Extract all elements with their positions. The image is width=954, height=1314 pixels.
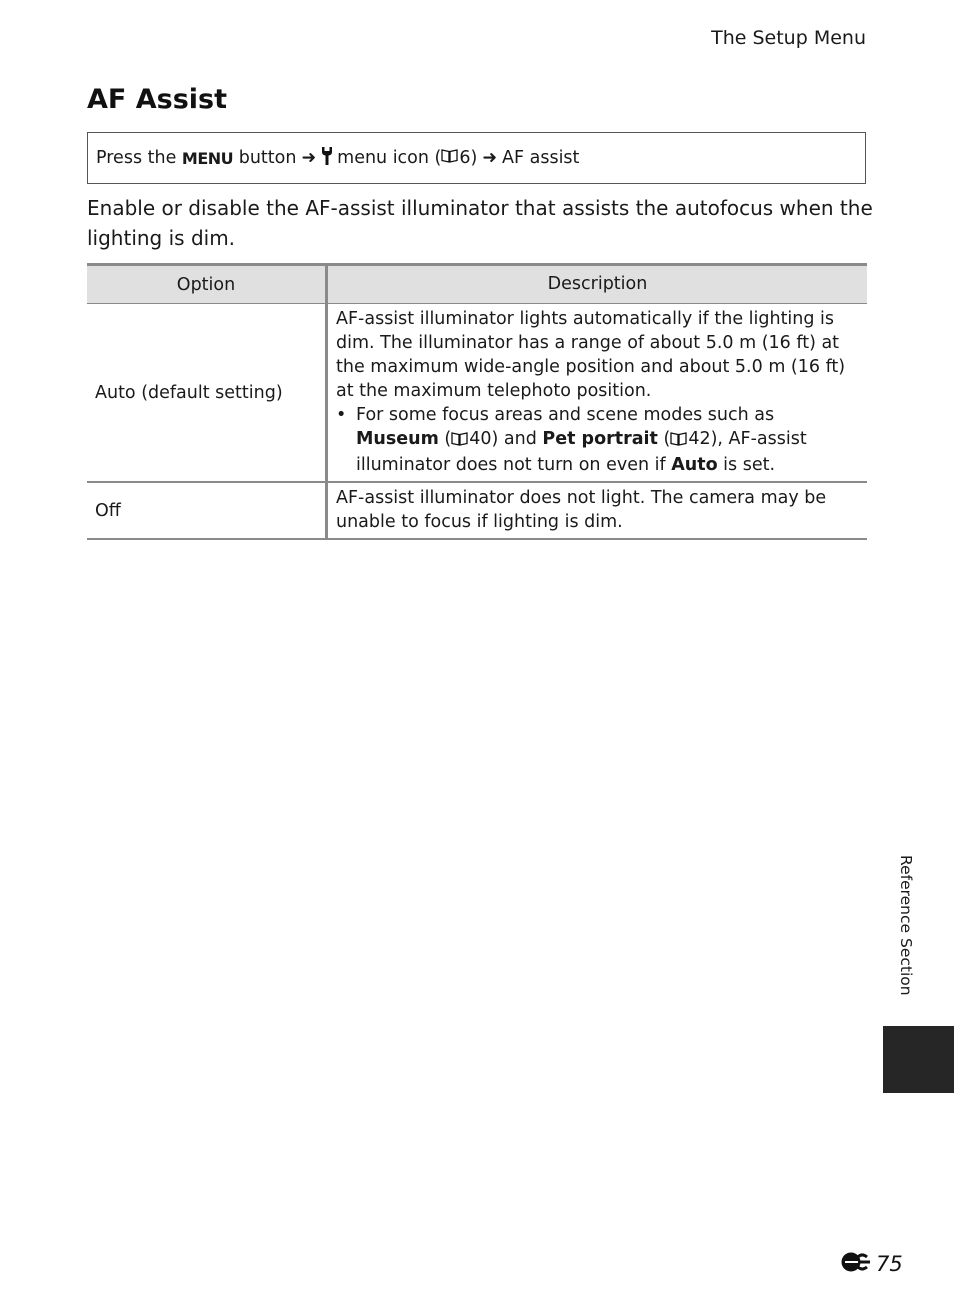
- menu-path-box: [87, 132, 866, 184]
- nav-menu-ref: 6): [459, 148, 478, 168]
- nav-menu-icon-text: menu icon (: [337, 148, 442, 168]
- book-reference-icon: [441, 148, 458, 168]
- pet-portrait-mode: Pet portrait: [542, 429, 658, 449]
- page-number-text: 75: [876, 1252, 903, 1276]
- description-text: AF-assist illuminator lights automatically if the lighting is dim. The illuminator has a range of about 5.0 m (16 ft) at the maximum wide-angle position and about 5.0 m (16 ft) at the maximum telephoto position.: [336, 309, 846, 401]
- option-cell: Off: [87, 482, 327, 539]
- options-table: [87, 263, 867, 540]
- column-header-option: Option: [87, 265, 327, 304]
- nav-press-text: Press the: [96, 148, 177, 168]
- page-number: [840, 1251, 903, 1277]
- description-cell: [327, 304, 868, 483]
- intro-paragraph: Enable or disable the AF-assist illuminator that assists the autofocus when the lighting is dim.: [87, 196, 873, 250]
- arrow-right-icon: ➜: [301, 148, 317, 168]
- reference-e-icon: [840, 1251, 874, 1277]
- book-reference-icon: [670, 429, 687, 453]
- column-header-description: Description: [327, 265, 868, 304]
- note-item: [336, 403, 859, 477]
- option-cell: Auto (default setting): [87, 304, 327, 483]
- table-header-row: [87, 265, 867, 304]
- menu-button-glyph: MENU: [181, 148, 234, 168]
- bullet-icon: •: [336, 405, 347, 425]
- nav-button-text: button: [238, 148, 297, 168]
- side-tab-label: Reference Section: [897, 855, 915, 996]
- note-text: For some focus areas and scene modes such as Museum ( 40) and Pet portrait ( 42), AF-assist illuminator does not turn on even if Auto is set.: [356, 405, 807, 475]
- auto-setting: Auto: [671, 455, 718, 475]
- table-row: [87, 482, 867, 539]
- table-row: [87, 304, 867, 483]
- page-title: AF Assist: [87, 84, 228, 115]
- wrench-icon: [321, 146, 333, 171]
- section-title: The Setup Menu: [711, 27, 866, 49]
- museum-mode: Museum: [356, 429, 439, 449]
- section-tab-block: [883, 1026, 954, 1093]
- nav-target: AF assist: [502, 148, 580, 168]
- arrow-right-icon: ➜: [482, 148, 498, 168]
- description-cell: AF-assist illuminator does not light. The camera may be unable to focus if lighting is dim.: [327, 482, 868, 539]
- book-reference-icon: [451, 429, 468, 453]
